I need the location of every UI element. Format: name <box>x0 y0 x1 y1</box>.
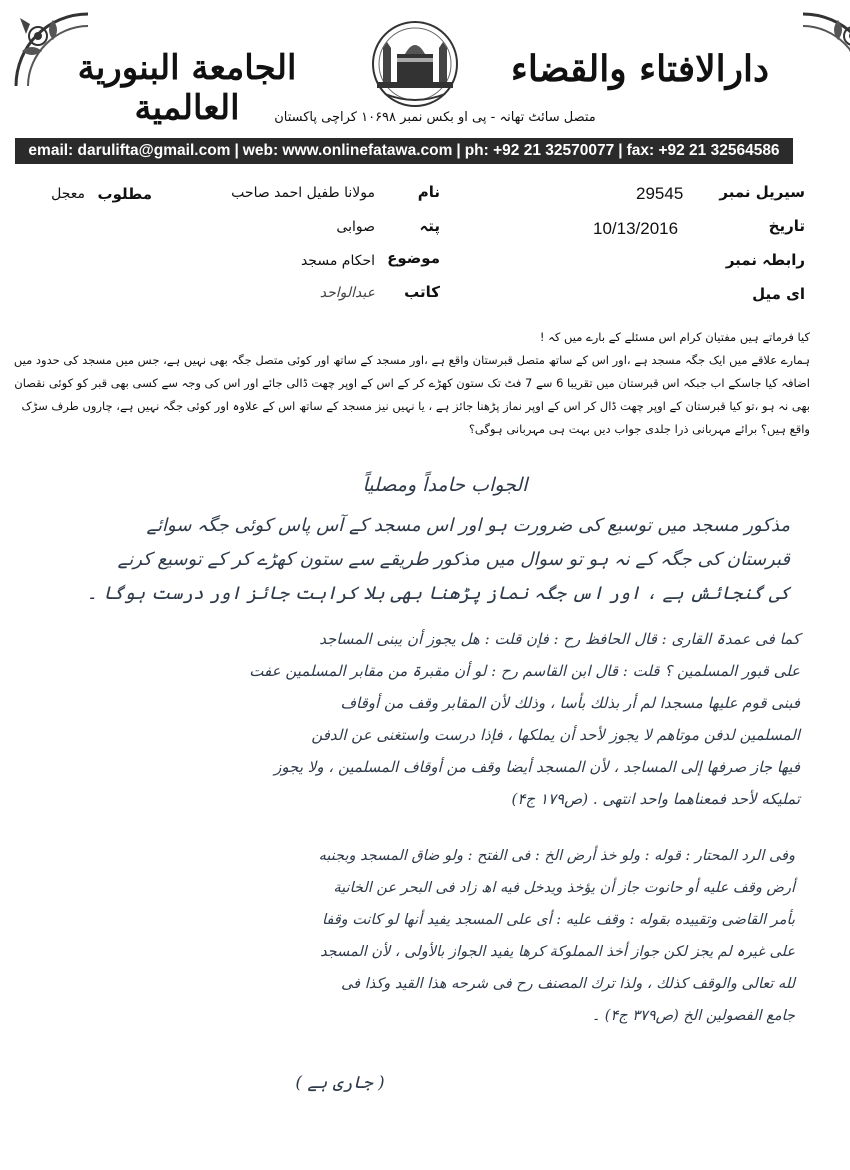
letterhead <box>0 0 850 170</box>
email-label: ای میل <box>752 285 805 303</box>
contact-fax: fax: +92 21 32564586 <box>626 142 780 159</box>
contact-email: email: darulifta@gmail.com <box>28 142 231 159</box>
contact-web: web: www.onlinefatawa.com <box>242 142 453 159</box>
question-line: ہمارے علاقے میں ایک جگہ مسجد ہے ،اور اس کے ساتھ متصل قبرستان واقع ہے ،اور مسجد کے ساتھ اور کوئی متصل جگہ بھی نہیں ہے، جس میں مسجد کی حدود میں <box>13 353 810 367</box>
answer-line: کما فی عمدۃ القاری : قال الحافظ رح : فإن قلت : ھل یجوز أن یبنی المساجد <box>319 630 800 648</box>
answer-line: المسلمین لدفن موتاھم لا یجوز لأحد أن یملکھا ، فإذا درست واستغنی عن الدفن <box>311 726 800 744</box>
answer-line: علی غیرہ لم یجز لکن جواز أخذ المملوکة کرھا یفید الجواز بالأولی ، لأن المسجد <box>320 944 795 960</box>
answer-line: فبنی قوم علیھا مسجدا لم أر بذلك بأسا ، وذلك لأن المقابر وقف من أوقاف <box>340 694 800 712</box>
answer-line: کی گنجائش ہے ، اور اس جگہ نماز پڑھنا بھی بلا کراہت جائز اور درست ہوگا ۔ <box>86 583 790 604</box>
katib-label: کاتب <box>404 283 440 301</box>
address-value: صوابی <box>336 219 375 235</box>
answer-line: فیھا جاز صرفھا إلی المساجد ، لأن المسجد أیضا وقف من أوقاف المسلمین ، ولا یجوز <box>274 758 800 776</box>
serial-label: سیریل نمبر <box>719 183 805 201</box>
katib-signature: عبدالواحد <box>319 285 375 301</box>
question-line: واقع ہیں؟ برائے مہربانی ذرا جلدی جواب دیں بہت ہی مہربانی ہوگی؟ <box>468 422 810 436</box>
metadata-section <box>0 175 850 325</box>
date-label: تاریخ <box>768 217 805 235</box>
contact-separator: | <box>456 142 461 159</box>
answer-urdu <box>70 515 790 617</box>
mosque-emblem-icon <box>355 14 475 108</box>
answer-arabic-quote-1 <box>100 630 800 822</box>
contact-bar <box>15 138 793 164</box>
answer-line: لله تعالی والوقف کذلك ، ولذا ترك المصنف رح فی شرحه ھذا القید وکذا فی <box>341 976 795 992</box>
darulifta-title: دارالافتاء والقضاء <box>510 48 770 90</box>
header-address: متصل سائٹ تھانہ - پی او بکس نمبر ۱۰۶۹۸ کراچی پاکستان <box>274 110 596 125</box>
question-line: اضافہ کیا جاسکے اب جبکہ اس قبرستان میں تقریبا 6 سے 7 فٹ تک ستون کھڑے کر کے اس کے اوپر چھت ڈالی جائے اور اس کی وجہ سے کسی بھی قبر کو کوئی نقصان <box>14 376 810 390</box>
contact-separator: | <box>618 142 623 159</box>
topic-value: احکام مسجد <box>300 253 375 269</box>
answer-line: قبرستان کی جگہ کے نہ ہو تو سوال میں مذکور طریقے سے ستون کھڑے کر کے توسیع کرنے <box>117 549 790 570</box>
address-label: پتہ <box>419 217 440 235</box>
answer-line: بأمر القاضی وتقییده بقوله : وقف علیه : أی علی المسجد یفید أنھا لو کانت وقفا <box>321 912 795 928</box>
answer-line: أرض وقف علیه أو حانوت جاز أن یؤخذ ویدخل فیه اھ زاد فی البحر عن الخانیة <box>333 880 795 896</box>
contact-number-label: رابطہ نمبر <box>725 251 805 269</box>
answer-line: مذکور مسجد میں توسیع کی ضرورت ہو اور اس مسجد کے آس پاس کوئی جگہ سوائے <box>146 515 790 536</box>
answer-line: جامع الفصولین الخ (ص۳۷۹ ج۴) ۔ <box>591 1008 795 1024</box>
question-line: بھی نہ ہو ،تو کیا قبرستان کے اوپر چھت ڈال کر اس کے اوپر نماز پڑھنا جائز ہے ، یا نہیں نیز مسجد کے ساتھ اس کے علاوہ اور کوئی جگہ نہیں ہے، چاروں طرف سڑک <box>21 399 810 413</box>
answer-arabic-quote-2 <box>105 848 795 1040</box>
continued-note: ( جاری ہے ) <box>295 1073 385 1093</box>
university-title: الجامعة البنورية العالمية <box>77 48 297 128</box>
contact-separator: | <box>234 142 239 159</box>
answer-heading: الجواب حامداً ومصلیاً <box>362 474 528 496</box>
question-section <box>13 330 810 445</box>
topic-label: موضوع <box>387 249 440 267</box>
answer-line: وفی الرد المحتار : قوله : ولو خذ أرض الخ : فی الفتح : ولو ضاق المسجد وبجنبه <box>318 848 795 864</box>
answer-line: علی قبور المسلمین ؟ قلت : قال ابن القاسم رح : لو أن مقبرۃ من مقابر المسلمین عفت <box>249 662 800 680</box>
serial-value: 29545 <box>636 184 684 203</box>
required-label: مطلوب <box>97 185 152 203</box>
contact-phone: ph: +92 21 32570077 <box>464 142 615 159</box>
ornament-right-icon <box>795 6 850 94</box>
name-label: نام <box>417 183 440 201</box>
date-value: 10/13/2016 <box>593 219 679 238</box>
name-value: مولانا طفیل احمد صاحب <box>231 185 375 201</box>
answer-line: تملیکه لأحد فمعناھما واحد انتھی . (ص۱۷۹ ج۴) <box>511 790 800 808</box>
required-value: معجل <box>51 186 85 202</box>
question-line: کیا فرماتے ہیں مفتیان کرام اس مسئلے کے بارے میں کہ ! <box>539 330 810 344</box>
